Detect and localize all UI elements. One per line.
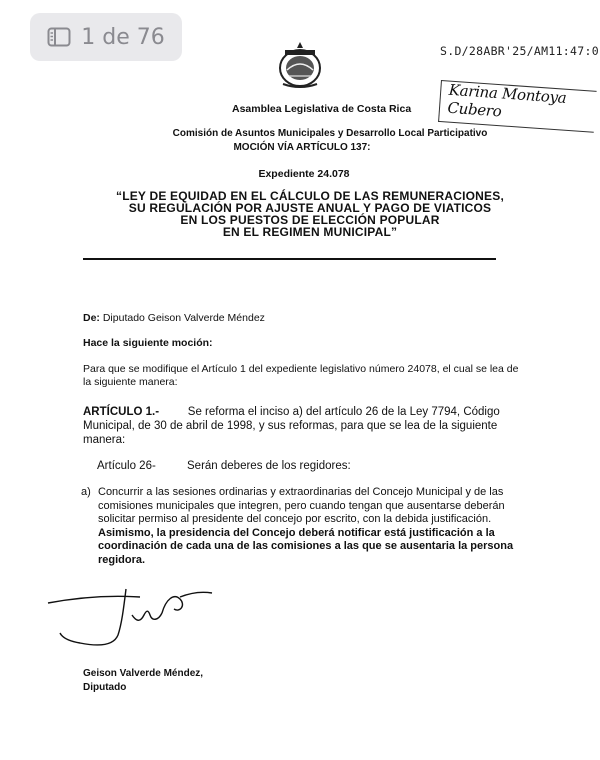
law-title-line: EN EL REGIMEN MUNICIPAL” — [222, 225, 398, 239]
handwritten-signature — [40, 575, 240, 655]
page-indicator-text: 1 de 76 — [81, 24, 165, 50]
signer-block — [83, 667, 203, 695]
receiver-handwritten-name: Karina Montoya Cubero — [446, 80, 567, 121]
article-26-label: Artículo 26- — [97, 460, 156, 472]
file-number: Expediente 24.078 — [258, 168, 350, 180]
commission-name: Comisión de Asuntos Municipales y Desarrollo Local Participativo — [172, 128, 488, 139]
signer-name: Geison Valverde Méndez, — [83, 668, 204, 679]
from-value: Diputado Geison Valverde Méndez — [102, 312, 265, 324]
law-title-line: SU REGULACIÓN POR AJUSTE ANUAL Y PAGO DE VIATICOS — [128, 201, 492, 215]
law-title-line: “LEY DE EQUIDAD EN EL CÁLCULO DE LAS REMUNERACIONES, — [116, 189, 504, 203]
article-1-paragraph — [83, 405, 523, 447]
sidebar-panel-icon — [47, 27, 71, 47]
item-a-paragraph — [81, 486, 521, 567]
page-indicator-badge[interactable] — [30, 13, 182, 61]
from-label: De: — [83, 312, 100, 324]
reception-stamp: S.D/28ABR'25/AM11:47:0 — [440, 44, 599, 58]
law-title-line: EN LOS PUESTOS DE ELECCIÓN POPULAR — [180, 213, 440, 227]
item-a-letter: a) — [81, 486, 91, 498]
title-underline — [83, 258, 496, 260]
from-line — [83, 312, 265, 325]
law-title — [10, 190, 600, 238]
article-1-label: ARTÍCULO 1.- — [83, 406, 160, 418]
item-a-bold-text: Asimismo, la presidencia del Concejo deberá notificar está justificación a la coordinación de cada una de las comisiones a las que se ausentaria la persona regidora. — [98, 526, 514, 566]
intro-paragraph: Para que se modifique el Artículo 1 del expediente legislativo número 24078, el cual se lea de la siguiente manera: — [83, 363, 519, 388]
motion-lead: Hace la siguiente moción: — [83, 337, 213, 349]
signer-role: Diputado — [83, 682, 127, 693]
article-26-text: Serán deberes de los regidores: — [187, 460, 351, 472]
coat-of-arms-seal — [277, 40, 323, 88]
item-a-text: Concurrir a las sesiones ordinarias y extraordinarias del Concejo Municipal y de las comisiones municipales que integren, pero cuando tengan que ausentarse deberán solicitar permiso al presidente del concejo por escrito, con la debida justificación. — [98, 486, 505, 525]
article-1-text: Se reforma el inciso a) del artículo 26 de la Ley 7794, Código Municipal, de 30 de abril de 1998, y sus reformas, para que se lea de la siguiente manera: — [83, 406, 500, 446]
institution-name: Asamblea Legislativa de Costa Rica — [232, 103, 412, 115]
motion-heading: MOCIÓN VÍA ARTÍCULO 137: — [233, 142, 371, 153]
